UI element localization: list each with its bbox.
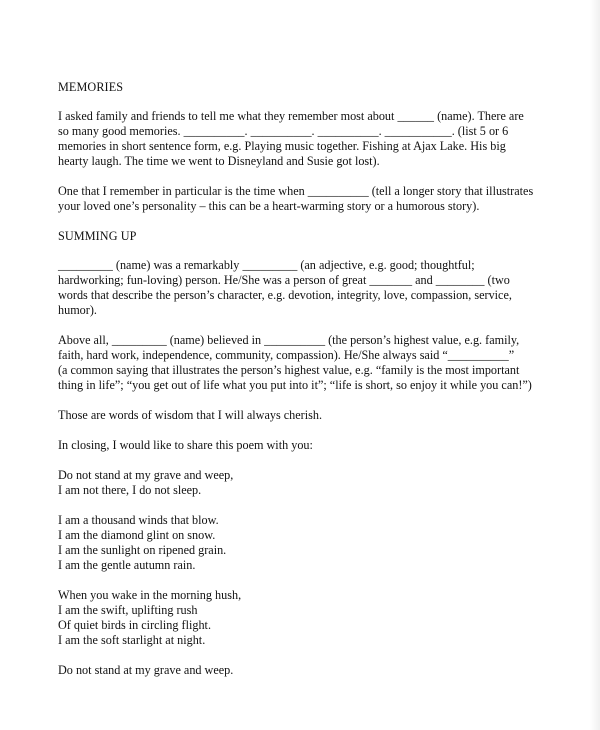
poem-line: Of quiet birds in circling flight. xyxy=(58,618,211,632)
text-line: (a common saying that illustrates the person’s highest value, e.g. “family is the most important xyxy=(58,363,520,377)
summing-up-heading: SUMMING UP xyxy=(58,229,137,243)
poem-stanza-3 xyxy=(58,588,550,648)
memories-intro-paragraph xyxy=(58,109,550,169)
wisdom-paragraph: Those are words of wisdom that I will always cherish. xyxy=(58,408,323,422)
poem-stanza-4 xyxy=(58,663,550,678)
closing-paragraph: In closing, I would like to share this poem with you: xyxy=(58,438,313,452)
text-line: memories in short sentence form, e.g. Playing music together. Fishing at Ajax Lake. His big xyxy=(58,139,506,153)
remarkable-paragraph xyxy=(58,258,550,318)
text-line: thing in life”; “you get out of life what you put into it”; “life is short, so enjoy it while you can!”) xyxy=(58,378,532,392)
text-line: One that I remember in particular is the time when __________ (tell a longer story that illustrates xyxy=(58,184,534,198)
poem-line: I am the soft starlight at night. xyxy=(58,633,206,647)
text-line: your loved one’s personality – this can be a heart-warming story or a humorous story). xyxy=(58,199,480,213)
text-line: Above all, _________ (name) believed in __________ (the person’s highest value, e.g. family, xyxy=(58,333,520,347)
text-line: faith, hard work, independence, community, compassion). He/She always said “__________” xyxy=(58,348,515,362)
text-line: humor). xyxy=(58,303,97,317)
memories-heading: MEMORIES xyxy=(58,80,124,94)
text-line: words that describe the person’s character, e.g. devotion, integrity, love, compassion, service, xyxy=(58,288,512,302)
poem-line: I am the sunlight on ripened grain. xyxy=(58,543,227,557)
poem-line: Do not stand at my grave and weep. xyxy=(58,663,234,677)
poem-line: I am the swift, uplifting rush xyxy=(58,603,198,617)
poem-line: I am the diamond glint on snow. xyxy=(58,528,216,542)
poem-line: When you wake in the morning hush, xyxy=(58,588,242,602)
poem-stanza-1 xyxy=(58,468,550,498)
memories-particular-paragraph xyxy=(58,184,550,214)
poem-line: Do not stand at my grave and weep, xyxy=(58,468,234,482)
above-all-paragraph xyxy=(58,333,550,393)
poem-line: I am a thousand winds that blow. xyxy=(58,513,219,527)
text-line: hardworking; fun-loving) person. He/She was a person of great _______ and ________ (two xyxy=(58,273,510,287)
text-line: _________ (name) was a remarkably _________ (an adjective, e.g. good; thoughtful; xyxy=(58,258,475,272)
text-line: hearty laugh. The time we went to Disneyland and Susie got lost). xyxy=(58,154,380,168)
poem-stanza-2 xyxy=(58,513,550,573)
poem-line: I am not there, I do not sleep. xyxy=(58,483,202,497)
poem-line: I am the gentle autumn rain. xyxy=(58,558,196,572)
text-line: I asked family and friends to tell me what they remember most about ______ (name). There are xyxy=(58,109,524,123)
page-edge-shadow xyxy=(590,0,600,730)
text-line: so many good memories. __________. __________. __________. ___________. (list 5 or 6 xyxy=(58,124,509,138)
